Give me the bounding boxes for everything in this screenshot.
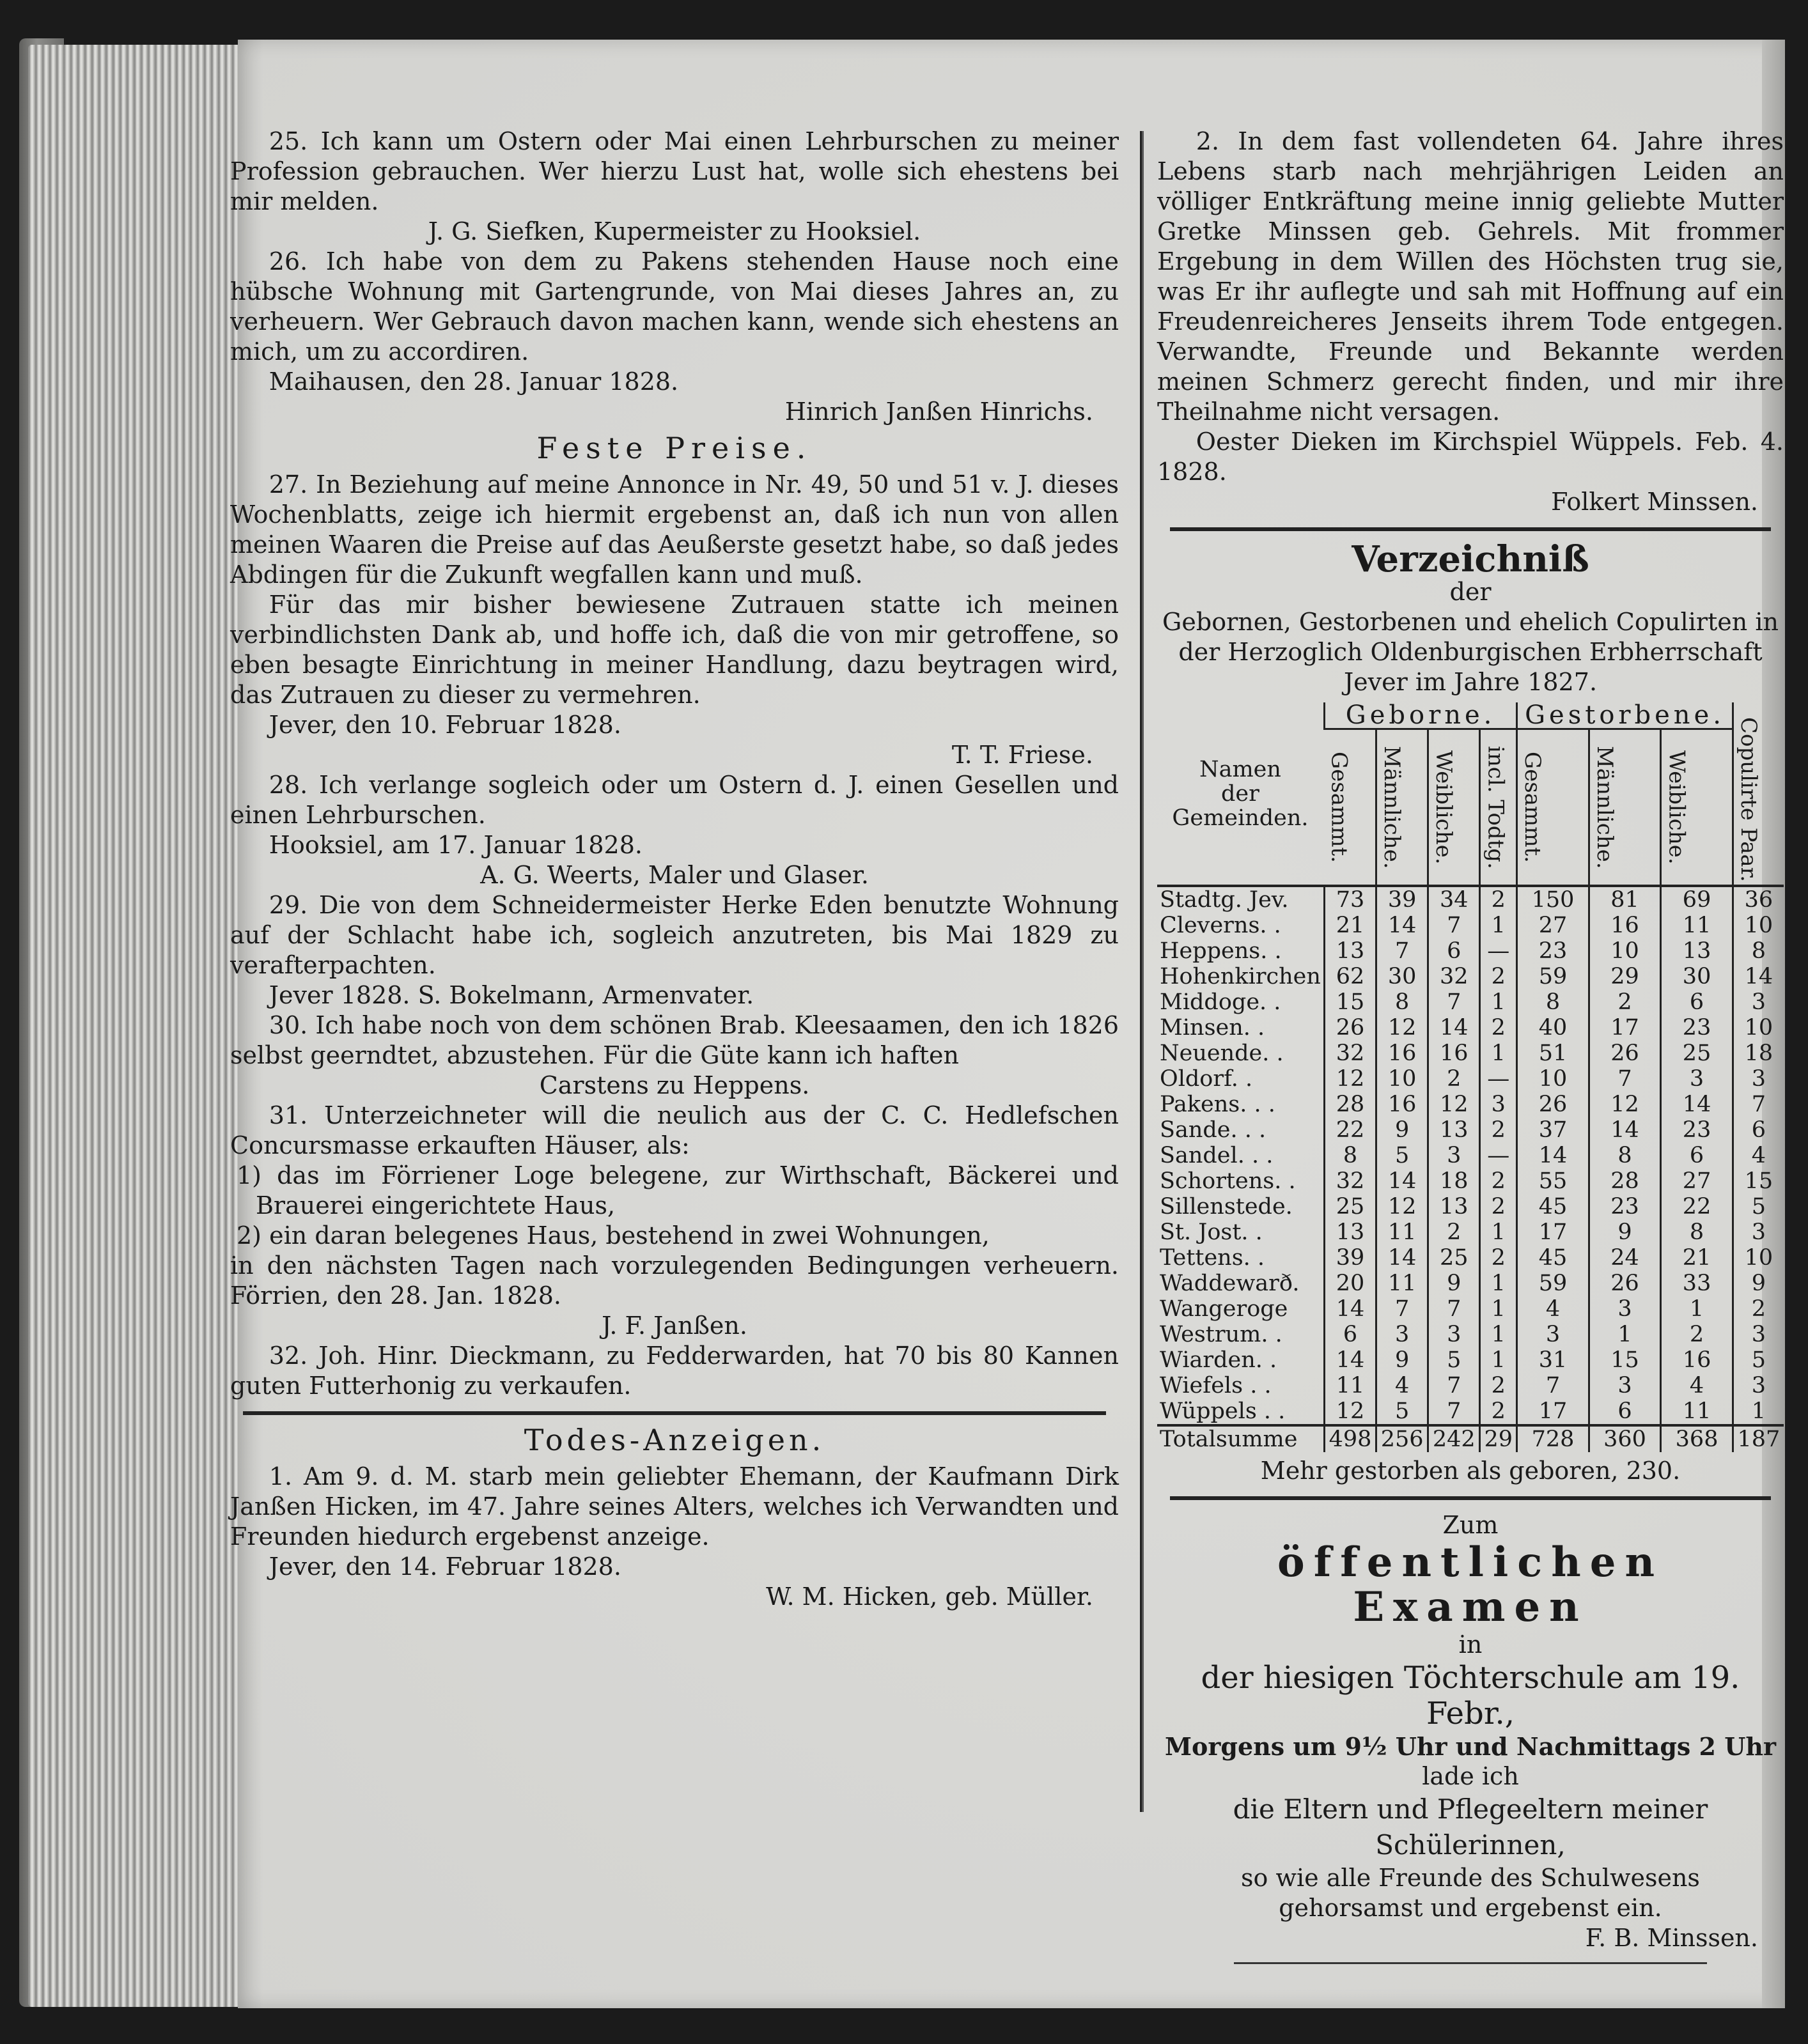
cell-value: 7	[1376, 1296, 1428, 1322]
table-row	[1157, 1194, 1784, 1219]
cell-value: 1	[1480, 1041, 1517, 1066]
cell-value: 7	[1428, 913, 1480, 938]
cell-value: 1	[1480, 989, 1517, 1015]
cell-value: 15	[1733, 1168, 1784, 1194]
cell-value: 12	[1428, 1092, 1480, 1117]
table-row	[1157, 1296, 1784, 1322]
examen-freunde: so wie alle Freunde des Schulwesens	[1241, 1864, 1700, 1892]
cell-value: 62	[1324, 964, 1376, 989]
cell-value: 18	[1428, 1168, 1480, 1194]
cell-value: 7	[1589, 1066, 1661, 1092]
cell-value: 5	[1733, 1347, 1784, 1373]
cell-value: 26	[1589, 1271, 1661, 1296]
cell-value: 12	[1376, 1194, 1428, 1219]
cell-value: 7	[1428, 989, 1480, 1015]
notice-29-signature: Jever 1828. S. Bokelmann, Armenvater.	[269, 981, 754, 1009]
cell-gemeinde: Minsen. .	[1160, 1015, 1265, 1041]
cell-value: 2	[1480, 1245, 1517, 1271]
examen-gehorsamst: gehorsamst und ergebenst ein.	[1279, 1894, 1662, 1922]
cell-value: 27	[1661, 1168, 1733, 1194]
cell-value: 13	[1428, 1194, 1480, 1219]
cell-gemeinde: Waddewarð.	[1160, 1271, 1300, 1296]
cell-value: 7	[1376, 938, 1428, 964]
table-row	[1157, 964, 1784, 989]
table-total-row	[1157, 1425, 1784, 1452]
death-notice-2-signature: Folkert Minssen.	[1551, 488, 1758, 516]
cell-value: 55	[1517, 1168, 1589, 1194]
header-der: der	[1221, 780, 1259, 807]
cell-value: 1	[1480, 1271, 1517, 1296]
header-copulirte-label: Copulirte Paar.	[1735, 716, 1761, 882]
cell-value: 17	[1589, 1015, 1661, 1041]
cell-gemeinde: Neuende. .	[1160, 1041, 1284, 1066]
cell-gemeinde: Wüppels . .	[1160, 1398, 1286, 1424]
cell-value: 2	[1480, 964, 1517, 989]
cell-value: 13	[1428, 1117, 1480, 1143]
cell-value: 26	[1589, 1041, 1661, 1066]
cell-value: 39	[1324, 1245, 1376, 1271]
notice-28: 28. Ich verlange sogleich oder um Ostern d. J. einen Gesellen und einen Lehrburschen.	[230, 771, 1119, 829]
header-copulirte	[1733, 702, 1784, 886]
table-row	[1157, 1143, 1784, 1168]
cell-total-value: 256	[1376, 1425, 1428, 1452]
cell-value: 2	[1733, 1296, 1784, 1322]
cell-value: 14	[1428, 1015, 1480, 1041]
cell-total-value: 187	[1733, 1425, 1784, 1452]
cell-value: 51	[1517, 1041, 1589, 1066]
cell-value: 14	[1376, 1168, 1428, 1194]
cell-value: 1	[1480, 1296, 1517, 1322]
cell-value: 1	[1661, 1296, 1733, 1322]
cell-value: —	[1480, 1066, 1517, 1092]
notice-27: 27. In Beziehung auf meine Annonce in Nr. 49, 50 und 51 v. J. dieses Wochenblatts, zeige ich hiermit ergebenst an, daß ich nun von allen meinen Waaren die Preise auf das Aeußerste gesetzt habe, so daß jedes Abdingen für die Zukunft wegfallen kann und muß.	[230, 470, 1119, 589]
notice-31: 31. Unterzeichneter will die neulich aus der C. C. Hedlefschen Concursmasse erkauften Häuser, als:	[230, 1101, 1119, 1159]
cell-value: 32	[1428, 964, 1480, 989]
cell-value: 5	[1376, 1398, 1428, 1425]
cell-gemeinde: Pakens. . .	[1160, 1092, 1275, 1117]
cell-value: 45	[1517, 1194, 1589, 1219]
cell-value: 28	[1589, 1168, 1661, 1194]
table-row	[1157, 886, 1784, 913]
cell-value: 23	[1517, 938, 1589, 964]
cell-value: 25	[1428, 1245, 1480, 1271]
cell-value: 14	[1733, 964, 1784, 989]
cell-value: 5	[1428, 1347, 1480, 1373]
cell-value: 25	[1324, 1194, 1376, 1219]
cell-value: 3	[1428, 1322, 1480, 1347]
cell-value: 3	[1376, 1322, 1428, 1347]
notice-32: 32. Joh. Hinr. Dieckmann, zu Fedderwarden, hat 70 bis 80 Kannen guten Futterhonig zu verkaufen.	[230, 1342, 1119, 1400]
cell-gemeinde: Wiefels . .	[1160, 1373, 1272, 1398]
cell-value: 1	[1480, 913, 1517, 938]
cell-total-value: 360	[1589, 1425, 1661, 1452]
cell-value: 2	[1428, 1219, 1480, 1245]
cell-value: 10	[1376, 1066, 1428, 1092]
notice-31-item-1: 1) das im Förriener Loge belegene, zur Wirthschaft, Bäckerei und Brauerei eingerichtete Haus,	[237, 1161, 1119, 1219]
cell-value: 14	[1324, 1296, 1376, 1322]
cell-value: 21	[1661, 1245, 1733, 1271]
cell-value: 3	[1517, 1322, 1589, 1347]
examen-heading: öffentlichen Examen	[1277, 1538, 1664, 1631]
cell-value: 12	[1324, 1066, 1376, 1092]
cell-value: 59	[1517, 964, 1589, 989]
examen-time: Morgens um 9½ Uhr und Nachmittags 2 Uhr	[1164, 1732, 1776, 1761]
cell-total-value: 498	[1324, 1425, 1376, 1452]
cell-value: 5	[1376, 1143, 1428, 1168]
cell-value: 2	[1480, 1117, 1517, 1143]
cell-value: 10	[1589, 938, 1661, 964]
notice-26-place: Maihausen, den 28. Januar 1828.	[269, 368, 679, 396]
cell-value: 11	[1661, 1398, 1733, 1425]
notice-31-cont: in den nächsten Tagen nach vorzulegenden Bedingungen verheuern. Förrien, den 28. Jan. 1828.	[230, 1251, 1119, 1310]
cell-value: 34	[1428, 886, 1480, 913]
births-deaths-table	[1157, 702, 1784, 1452]
cell-value: 2	[1480, 1398, 1517, 1425]
cell-gemeinde: Sande. . .	[1160, 1117, 1266, 1143]
cell-value: 7	[1428, 1373, 1480, 1398]
cell-value: 6	[1733, 1117, 1784, 1143]
cell-gemeinde: Wiarden. .	[1160, 1347, 1277, 1373]
cell-value: 32	[1324, 1168, 1376, 1194]
cell-value: 31	[1517, 1347, 1589, 1373]
cell-value: 1	[1733, 1398, 1784, 1425]
verzeichniss-subtitle: Gebornen, Gestorbenen und ehelich Copulirten in der Herzoglich Oldenburgischen Erbherrschaft Jever im Jahre 1827.	[1162, 608, 1779, 696]
notice-27-cont: Für das mir bisher bewiesene Zutrauen statte ich meinen verbindlichsten Dank ab, und hoffe ich, daß die von mir getroffene, so eben besagte Einrichtung in meiner Handlung, dazu beytragen wird, das Zutrauen zu dieser zu vermehren.	[230, 591, 1119, 709]
cell-value: 10	[1733, 913, 1784, 938]
cell-value: 3	[1661, 1066, 1733, 1092]
table-row	[1157, 1066, 1784, 1092]
header-gestorbene: Gestorbene.	[1517, 702, 1733, 729]
cell-value: 18	[1733, 1041, 1784, 1066]
cell-value: 16	[1589, 913, 1661, 938]
notice-26: 26. Ich habe von dem zu Pakens stehenden Hause noch eine hübsche Wohnung mit Gartengrunde, von Mai dieses Jahres an, zu verheuern. Wer Gebrauch davon machen kann, wende sich ehestens an mich, um zu accordiren.	[230, 247, 1119, 366]
cell-total-label: Totalsumme	[1157, 1425, 1324, 1452]
header-gest-weibl	[1661, 729, 1733, 887]
cell-value: 16	[1376, 1041, 1428, 1066]
header-geborne: Geborne.	[1324, 702, 1516, 729]
table-row	[1157, 913, 1784, 938]
cell-value: 4	[1517, 1296, 1589, 1322]
cell-value: 13	[1324, 938, 1376, 964]
table-row	[1157, 938, 1784, 964]
header-label: Weibliche.	[1431, 750, 1457, 865]
header-label: Männliche.	[1591, 745, 1617, 869]
notice-29: 29. Die von dem Schneidermeister Herke Eden benutzte Wohnung auf der Schlacht habe ich, sogleich anzutreten, bis Mai 1829 zu verafterpachten.	[230, 891, 1119, 979]
cell-value: 29	[1589, 964, 1661, 989]
examen-zum: Zum	[1442, 1511, 1499, 1539]
cell-value: 2	[1480, 1168, 1517, 1194]
cell-value: 14	[1376, 1245, 1428, 1271]
cell-value: 6	[1589, 1398, 1661, 1425]
right-column	[1157, 127, 1784, 1973]
cell-value: 16	[1428, 1041, 1480, 1066]
cell-gemeinde: Stadtg. Jev.	[1160, 887, 1289, 913]
cell-value: 12	[1589, 1092, 1661, 1117]
header-geb-maennl	[1376, 729, 1428, 887]
cell-value: 40	[1517, 1015, 1589, 1041]
cell-value: 9	[1376, 1347, 1428, 1373]
cell-value: 9	[1376, 1117, 1428, 1143]
header-geb-gesammt	[1324, 729, 1376, 887]
header-label: Weibliche.	[1664, 750, 1690, 865]
cell-gemeinde: Hohenkirchen	[1160, 964, 1321, 989]
cell-value: 2	[1480, 1015, 1517, 1041]
cell-gemeinde: Heppens. .	[1160, 938, 1282, 964]
table-row	[1157, 1245, 1784, 1271]
cell-value: 2	[1480, 1194, 1517, 1219]
cell-total-value: 728	[1517, 1425, 1589, 1452]
cell-value: 14	[1589, 1117, 1661, 1143]
cell-total-value: 242	[1428, 1425, 1480, 1452]
cell-value: 36	[1733, 886, 1784, 913]
cell-value: 39	[1376, 886, 1428, 913]
cell-value: 24	[1589, 1245, 1661, 1271]
table-row	[1157, 1271, 1784, 1296]
column-divider	[1140, 131, 1144, 1812]
cell-value: 9	[1589, 1219, 1661, 1245]
cell-value: 12	[1376, 1015, 1428, 1041]
cell-gemeinde: Middoge. .	[1160, 989, 1281, 1015]
todes-anzeigen-heading: Todes-Anzeigen.	[524, 1423, 825, 1457]
header-label: Gesammt.	[1520, 752, 1546, 863]
cell-value: 11	[1376, 1219, 1428, 1245]
cell-value: 26	[1324, 1015, 1376, 1041]
cell-value: 20	[1324, 1271, 1376, 1296]
cell-value: 17	[1517, 1219, 1589, 1245]
notice-31-item-2: 2) ein daran belegenes Haus, bestehend in zwei Wohnungen,	[237, 1221, 990, 1250]
cell-value: 13	[1661, 938, 1733, 964]
header-label: Gesammt.	[1326, 752, 1352, 863]
cell-value: 3	[1733, 1373, 1784, 1398]
cell-value: 4	[1376, 1373, 1428, 1398]
cell-value: 3	[1733, 1219, 1784, 1245]
cell-value: 11	[1324, 1373, 1376, 1398]
death-notice-1: 1. Am 9. d. M. starb mein geliebter Ehemann, der Kaufmann Dirk Janßen Hicken, im 47. Jahre seines Alters, welches ich Verwandten und Freunden hiedurch ergebenst anzeige.	[230, 1462, 1119, 1551]
cell-value: 10	[1733, 1245, 1784, 1271]
mehr-gestorben: Mehr gestorben als geboren, 230.	[1260, 1457, 1681, 1485]
cell-value: 7	[1428, 1398, 1480, 1425]
cell-gemeinde: St. Jost. .	[1160, 1219, 1263, 1245]
section-rule	[1170, 1496, 1771, 1500]
death-notice-1-signature: W. M. Hicken, geb. Müller.	[766, 1583, 1093, 1611]
examen-school: der hiesigen Töchterschule am 19. Febr.,	[1201, 1660, 1740, 1731]
cell-gemeinde: Wangeroge	[1160, 1296, 1288, 1322]
cell-value: 11	[1376, 1271, 1428, 1296]
header-gemeinden: Gemeinden.	[1172, 805, 1309, 831]
cell-total-value: 368	[1661, 1425, 1733, 1452]
cell-value: 1	[1589, 1322, 1661, 1347]
death-notice-1-place: Jever, den 14. Februar 1828.	[269, 1552, 621, 1581]
cell-value: 17	[1517, 1398, 1589, 1425]
examen-eltern: die Eltern und Pflegeeltern meiner Schülerinnen,	[1233, 1793, 1708, 1861]
cell-value: 81	[1589, 886, 1661, 913]
table-header-names	[1157, 702, 1324, 886]
notice-25: 25. Ich kann um Ostern oder Mai einen Lehrburschen zu meiner Profession gebrauchen. Wer hierzu Lust hat, wolle sich ehestens bei mir melden.	[230, 127, 1119, 215]
header-geb-weibl	[1428, 729, 1480, 887]
cell-value: 45	[1517, 1245, 1589, 1271]
book-page-edges	[28, 45, 239, 2007]
cell-value: 27	[1517, 913, 1589, 938]
cell-value: 15	[1589, 1347, 1661, 1373]
table-row	[1157, 1117, 1784, 1143]
cell-value: 10	[1733, 1015, 1784, 1041]
cell-value: 8	[1517, 989, 1589, 1015]
cell-value: 15	[1324, 989, 1376, 1015]
cell-value: 4	[1733, 1143, 1784, 1168]
cell-value: 30	[1376, 964, 1428, 989]
cell-value: 2	[1661, 1322, 1733, 1347]
table-body	[1157, 886, 1784, 1452]
cell-value: 2	[1428, 1066, 1480, 1092]
notice-25-signature: J. G. Siefken, Kupermeister zu Hooksiel.	[428, 217, 921, 245]
cell-value: 10	[1517, 1066, 1589, 1092]
cell-value: 8	[1376, 989, 1428, 1015]
cell-value: 3	[1733, 989, 1784, 1015]
cell-value: 7	[1428, 1296, 1480, 1322]
death-notice-2-place: Oester Dieken im Kirchspiel Wüppels. Feb. 4. 1828.	[1157, 428, 1784, 486]
header-label: incl. Todtg.	[1483, 745, 1509, 869]
cell-value: 2	[1480, 1373, 1517, 1398]
cell-value: 33	[1661, 1271, 1733, 1296]
cell-gemeinde: Cleverns. .	[1160, 913, 1281, 938]
cell-value: 7	[1517, 1373, 1589, 1398]
section-rule	[243, 1411, 1106, 1415]
cell-value: 30	[1661, 964, 1733, 989]
cell-total-value: 29	[1480, 1425, 1517, 1452]
cell-value: 23	[1589, 1194, 1661, 1219]
death-notice-2: 2. In dem fast vollendeten 64. Jahre ihres Lebens starb nach mehrjährigen Leiden an völliger Entkräftung meine innig geliebte Mutter Gretke Minssen geb. Gehrels. Mit frommer Ergebung in dem Willen des Höchsten trug sie, was Er ihr auflegte und sah mit Hoffnung auf ein Freudenreicheres Jenseits ihrem Tode entgegen. Verwandte, Freunde und Bekannte werden meinen Schmerz gerecht finden, und mir ihre Theilnahme nicht versagen.	[1157, 127, 1784, 426]
cell-value: 1	[1480, 1219, 1517, 1245]
cell-value: 23	[1661, 1117, 1733, 1143]
examen-ladeich: lade ich	[1422, 1762, 1519, 1790]
cell-value: 12	[1324, 1398, 1376, 1425]
table-row	[1157, 1168, 1784, 1194]
cell-value: 9	[1733, 1271, 1784, 1296]
cell-value: 16	[1376, 1092, 1428, 1117]
cell-value: 59	[1517, 1271, 1589, 1296]
cell-value: 73	[1324, 886, 1376, 913]
notice-30-signature: Carstens zu Heppens.	[539, 1071, 810, 1099]
table-row	[1157, 1041, 1784, 1066]
cell-value: 13	[1324, 1219, 1376, 1245]
cell-value: 6	[1324, 1322, 1376, 1347]
cell-value: 14	[1661, 1092, 1733, 1117]
cell-value: 1	[1480, 1322, 1517, 1347]
cell-value: 3	[1480, 1092, 1517, 1117]
cell-value: 150	[1517, 886, 1589, 913]
header-label: Männliche.	[1379, 745, 1405, 869]
cell-value: 22	[1661, 1194, 1733, 1219]
cell-value: 8	[1324, 1143, 1376, 1168]
cell-value: 22	[1324, 1117, 1376, 1143]
table-row	[1157, 1092, 1784, 1117]
notice-28-signature: A. G. Weerts, Maler und Glaser.	[480, 861, 869, 889]
feste-preise-heading: Feste Preise.	[536, 431, 813, 465]
header-namen: Namen	[1199, 756, 1281, 782]
cell-value: 3	[1589, 1296, 1661, 1322]
notice-31-signature: J. F. Janßen.	[602, 1312, 747, 1340]
cell-value: —	[1480, 938, 1517, 964]
cell-gemeinde: Westrum. .	[1160, 1322, 1282, 1347]
cell-value: —	[1480, 1143, 1517, 1168]
cell-value: 26	[1517, 1092, 1589, 1117]
cell-value: 7	[1733, 1092, 1784, 1117]
cell-value: 14	[1376, 913, 1428, 938]
cell-value: 6	[1428, 938, 1480, 964]
cell-value: 4	[1661, 1373, 1733, 1398]
cell-value: 5	[1733, 1194, 1784, 1219]
cell-value: 21	[1324, 913, 1376, 938]
cell-value: 14	[1517, 1143, 1589, 1168]
notice-26-signature: Hinrich Janßen Hinrichs.	[784, 398, 1093, 426]
cell-value: 32	[1324, 1041, 1376, 1066]
table-row	[1157, 1347, 1784, 1373]
notice-30: 30. Ich habe noch von dem schönen Brab. Kleesaamen, den ich 1826 selbst geerndtet, abzustehen. Für die Güte kann ich haften	[230, 1011, 1119, 1069]
cell-value: 3	[1733, 1322, 1784, 1347]
table-row	[1157, 1398, 1784, 1425]
cell-value: 3	[1428, 1143, 1480, 1168]
notice-27-place: Jever, den 10. Februar 1828.	[269, 711, 621, 739]
cell-gemeinde: Schortens. .	[1160, 1168, 1296, 1194]
cell-value: 23	[1661, 1015, 1733, 1041]
header-gest-maennl	[1589, 729, 1661, 887]
table-row	[1157, 1219, 1784, 1245]
cell-value: 3	[1589, 1373, 1661, 1398]
closing-rule	[1234, 1962, 1707, 1964]
cell-value: 6	[1661, 1143, 1733, 1168]
verzeichniss-title: Verzeichniß	[1352, 538, 1589, 580]
section-rule	[1170, 527, 1771, 531]
table-row	[1157, 989, 1784, 1015]
verzeichniss-der: der	[1449, 578, 1492, 606]
cell-value: 8	[1661, 1219, 1733, 1245]
examen-signature: F. B. Minssen.	[1585, 1924, 1758, 1952]
table-row	[1157, 1322, 1784, 1347]
cell-gemeinde: Sandel. . .	[1160, 1143, 1274, 1168]
cell-value: 3	[1733, 1066, 1784, 1092]
header-todtg	[1480, 729, 1517, 887]
cell-value: 11	[1661, 913, 1733, 938]
cell-value: 28	[1324, 1092, 1376, 1117]
cell-gemeinde: Tettens. .	[1160, 1245, 1265, 1271]
cell-value: 6	[1661, 989, 1733, 1015]
cell-value: 14	[1324, 1347, 1376, 1373]
table-row	[1157, 1373, 1784, 1398]
cell-value: 2	[1480, 886, 1517, 913]
cell-value: 2	[1589, 989, 1661, 1015]
cell-value: 1	[1480, 1347, 1517, 1373]
examen-in: in	[1458, 1630, 1483, 1659]
cell-gemeinde: Oldorf. .	[1160, 1066, 1253, 1092]
cell-value: 8	[1733, 938, 1784, 964]
notice-27-signature: T. T. Friese.	[951, 741, 1093, 769]
cell-value: 25	[1661, 1041, 1733, 1066]
notice-28-place: Hooksiel, am 17. Januar 1828.	[269, 831, 643, 859]
cell-value: 8	[1589, 1143, 1661, 1168]
cell-value: 9	[1428, 1271, 1480, 1296]
cell-value: 16	[1661, 1347, 1733, 1373]
left-column	[230, 127, 1119, 1612]
cell-gemeinde: Sillenstede.	[1160, 1194, 1293, 1219]
table-row	[1157, 1015, 1784, 1041]
cell-value: 69	[1661, 886, 1733, 913]
header-gest-gesammt	[1517, 729, 1589, 887]
cell-value: 37	[1517, 1117, 1589, 1143]
